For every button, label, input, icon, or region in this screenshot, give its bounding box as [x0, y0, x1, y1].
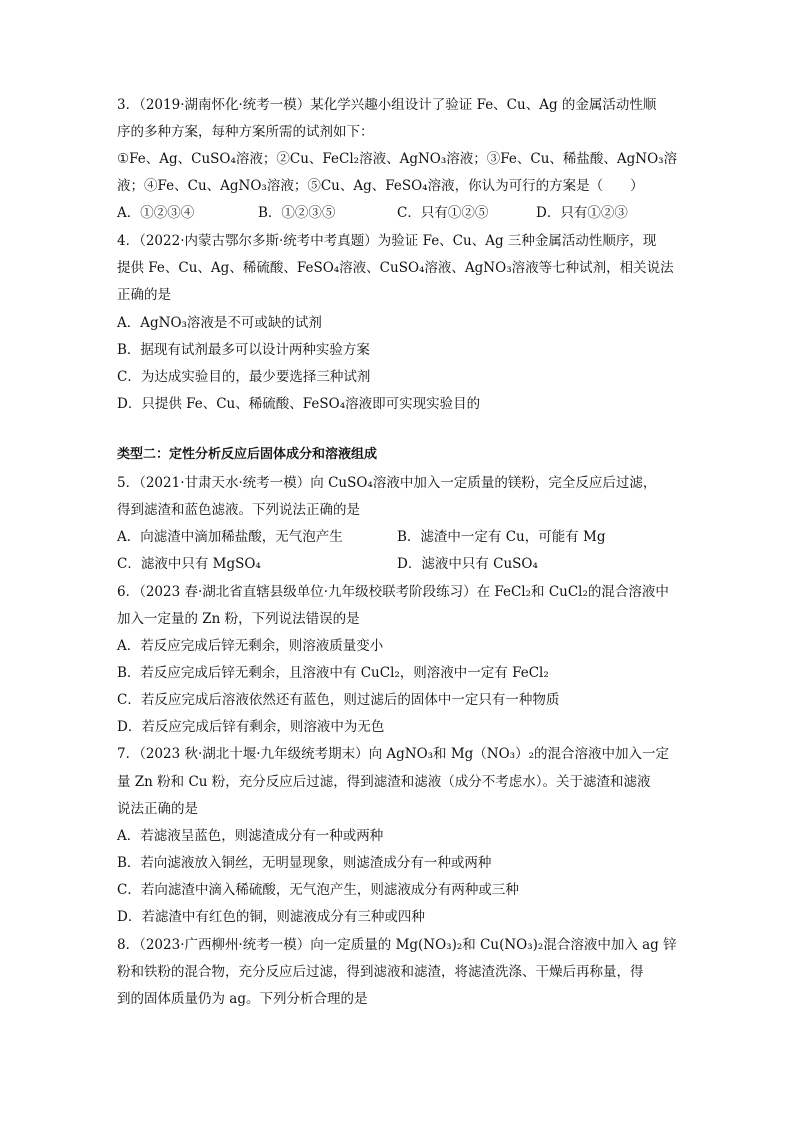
q3-option-c: C．只有①②⑤	[397, 205, 489, 221]
q4-option-a: A．AgNO₃溶液是不可或缺的试剂	[117, 315, 322, 331]
q4-line-3: 正确的是	[117, 287, 171, 303]
q5-option-d: D．滤液中只有 CuSO₄	[397, 556, 538, 572]
q6-option-b: B．若反应完成后锌无剩余，且溶液中有 CuCl₂，则溶液中一定有 FeCl₂	[117, 665, 549, 681]
section-title: 类型二：定性分析反应后固体成分和溶液组成	[117, 447, 378, 462]
q8-line-3: 到的固体质量仍为 ag。下列分析合理的是	[117, 991, 368, 1007]
q6-line-2: 加入一定量的 Zn 粉，下列说法错误的是	[117, 611, 360, 627]
q3-option-a: A．①②③④	[117, 205, 195, 221]
q3-option-b: B．①②③⑤	[258, 205, 336, 221]
q6-option-a: A．若反应完成后锌无剩余，则溶液质量变小	[117, 638, 384, 654]
q6-option-c: C．若反应完成后溶液依然还有蓝色，则过滤后的固体中一定只有一种物质	[117, 692, 560, 708]
q7-option-b: B．若向滤液放入铜丝，无明显现象，则滤渣成分有一种或两种	[117, 855, 492, 871]
q5-option-b: B．滤渣中一定有 Cu，可能有 Mg	[397, 529, 606, 545]
q7-line-2: 量 Zn 粉和 Cu 粉，充分反应后过滤，得到滤渣和滤液（成分不考虑水）。关于滤渣和滤液	[117, 774, 651, 790]
q3-option-d: D．只有①②③	[536, 205, 628, 221]
q5-line-2: 得到滤渣和蓝色滤液。下列说法正确的是	[117, 502, 360, 518]
q6-line-1: 6．（2023 春·湖北省直辖县级单位·九年级校联考阶段练习）在 FeCl₂和 CuCl₂的混合溶液中	[117, 584, 669, 600]
q7-option-c: C．若向滤渣中滴入稀硫酸，无气泡产生，则滤液成分有两种或三种	[117, 882, 519, 898]
q5-option-c: C．滤液中只有 MgSO₄	[117, 556, 261, 572]
q4-option-b: B．据现有试剂最多可以设计两种实验方案	[117, 342, 370, 358]
q7-option-d: D．若滤渣中有红色的铜，则滤液成分有三种或四种	[117, 909, 425, 925]
q5-option-a: A．向滤渣中滴加稀盐酸，无气泡产生	[117, 529, 343, 545]
q7-option-a: A．若滤液呈蓝色，则滤渣成分有一种或两种	[117, 828, 384, 844]
q7-line-1: 7．（2023 秋·湖北十堰·九年级统考期末）向 AgNO₃和 Mg（NO₃）₂的混合溶液中加入一定	[117, 746, 670, 762]
q4-option-d: D．只提供 Fe、Cu、稀硫酸、FeSO₄溶液即可实现实验目的	[117, 396, 481, 412]
q4-option-c: C．为达成实验目的，最少要选择三种试剂	[117, 369, 371, 385]
q8-line-1: 8．（2023·广西柳州·统考一模）向一定质量的 Mg(NO₃)₂和 Cu(NO₃)₂混合溶液中加入 ag 锌	[117, 937, 677, 953]
q6-option-d: D．若反应完成后锌有剩余，则溶液中为无色	[117, 719, 385, 735]
q3-line-4: 液；④Fe、Cu、AgNO₃溶液；⑤Cu、Ag、FeSO₄溶液，你认为可行的方案是（ ）	[117, 178, 644, 194]
q7-line-3: 说法正确的是	[117, 801, 198, 817]
q8-line-2: 粉和铁粉的混合物，充分反应后过滤，得到滤液和滤渣，将滤渣洗涤、干燥后再称量，得	[117, 964, 644, 980]
q3-line-1: 3．（2019·湖南怀化·统考一模）某化学兴趣小组设计了验证 Fe、Cu、Ag 的金属活动性顺	[117, 97, 657, 113]
q3-line-2: 序的多种方案，每种方案所需的试剂如下：	[117, 124, 374, 140]
q4-line-1: 4．（2022·内蒙古鄂尔多斯·统考中考真题）为验证 Fe、Cu、Ag 三种金属活动性顺序，现	[117, 233, 657, 249]
q4-line-2: 提供 Fe、Cu、Ag、稀硫酸、FeSO₄溶液、CuSO₄溶液、AgNO₃溶液等七种试剂，相关说法	[117, 260, 674, 276]
q3-line-3: ①Fe、Ag、CuSO₄溶液；②Cu、FeCl₂溶液、AgNO₃溶液；③Fe、Cu、稀盐酸、AgNO₃溶	[117, 151, 678, 167]
q5-line-1: 5．（2021·甘肃天水·统考一模）向 CuSO₄溶液中加入一定质量的镁粉，完全反应后过滤，	[117, 475, 657, 491]
